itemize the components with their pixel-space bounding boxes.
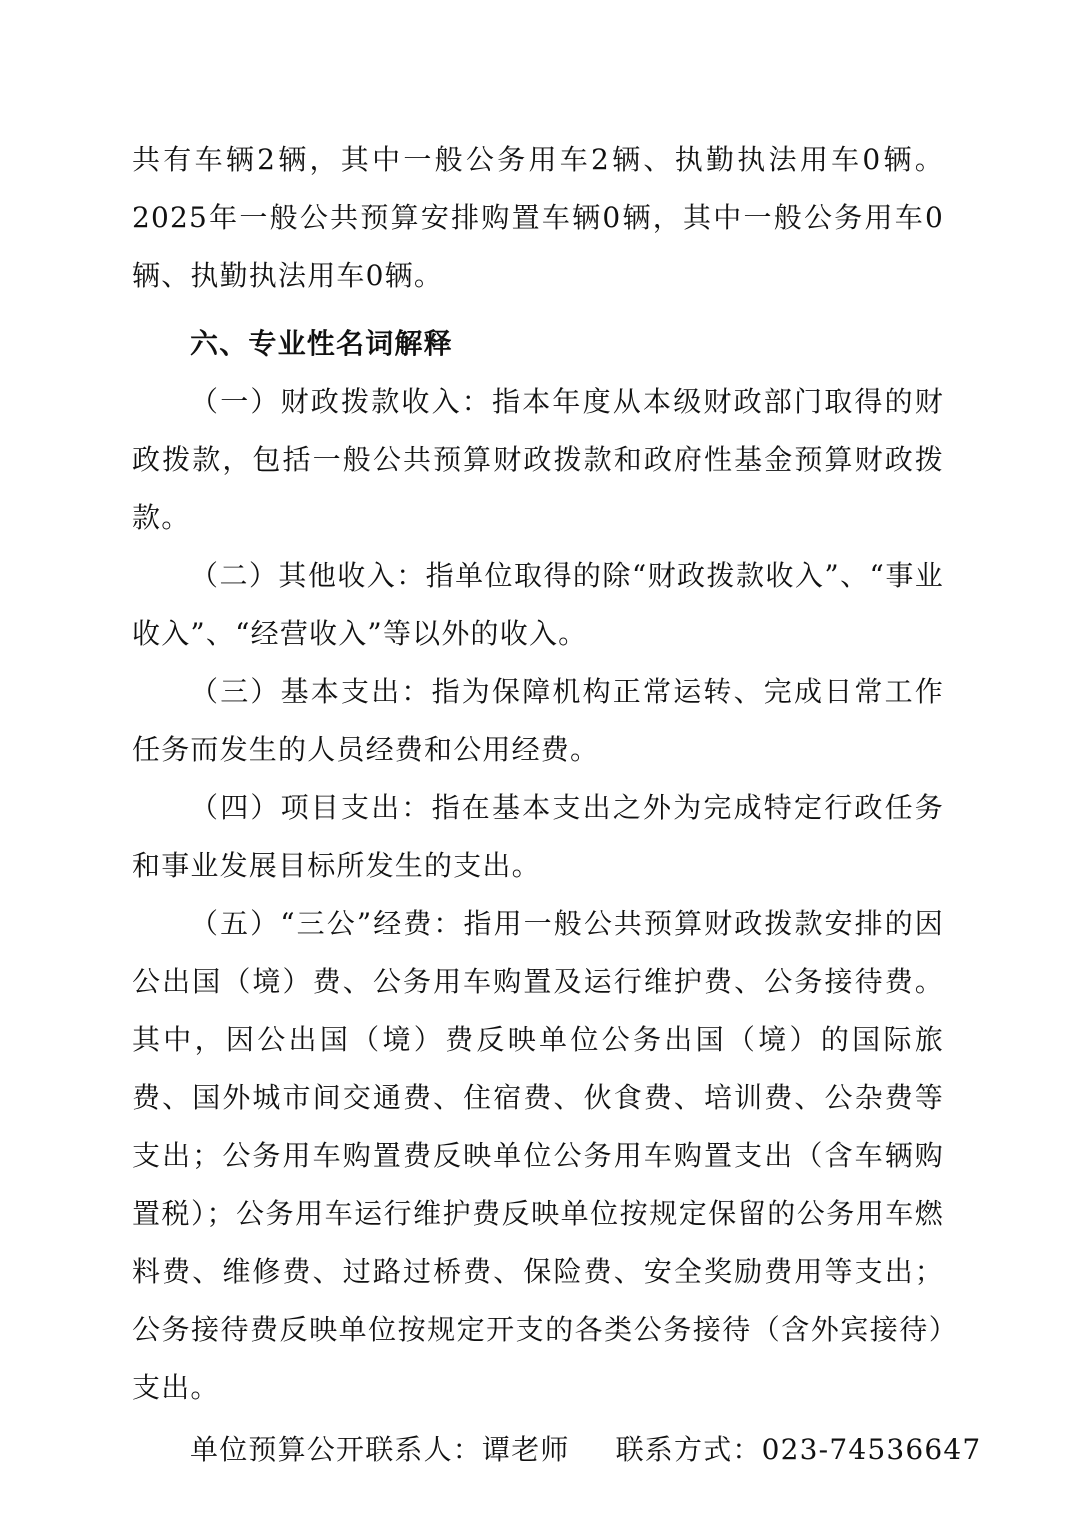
definition-other-income: （二）其他收入：指单位取得的除“财政拨款收入”、“事业收入”、“经营收入”等以外的收入。	[132, 559, 944, 650]
intro-paragraph: 共有车辆2辆，其中一般公务用车2辆、执勤执法用车0辆。2025年一般公共预算安排购置车辆0辆，其中一般公务用车0辆、执勤执法用车0辆。	[132, 143, 944, 292]
definition-three-public-expenses: （五）“三公”经费：指用一般公共预算财政拨款安排的因公出国（境）费、公务用车购置及运行维护费、公务接待费。其中，因公出国（境）费反映单位公务出国（境）的国际旅费、国外城市间交通费、住宿费、伙食费、培训费、公杂费等支出；公务用车购置费反映单位公务用车购置支出（含车辆购置税）；公务用车运行维护费反映单位按规定保留的公务用车燃料费、维修费、过路过桥费、保险费、安全奖励费用等支出；公务接待费反映单位按规定开支的各类公务接待（含外宾接待）支出。	[132, 907, 944, 1404]
definition-project-expenditure: （四）项目支出：指在基本支出之外为完成特定行政任务和事业发展目标所发生的支出。	[132, 791, 944, 882]
document-body	[132, 131, 982, 1479]
contact-person: 单位预算公开联系人：谭老师	[190, 1433, 570, 1466]
definition-fiscal-appropriation: （一）财政拨款收入：指本年度从本级财政部门取得的财政拨款，包括一般公共预算财政拨款和政府性基金预算财政拨款。	[132, 385, 944, 534]
contact-line	[132, 1421, 982, 1479]
contact-phone: 联系方式：023-74536647	[615, 1433, 982, 1466]
definition-basic-expenditure: （三）基本支出：指为保障机构正常运转、完成日常工作任务而发生的人员经费和公用经费。	[132, 675, 944, 766]
section-heading: 六、专业性名词解释	[190, 327, 453, 360]
